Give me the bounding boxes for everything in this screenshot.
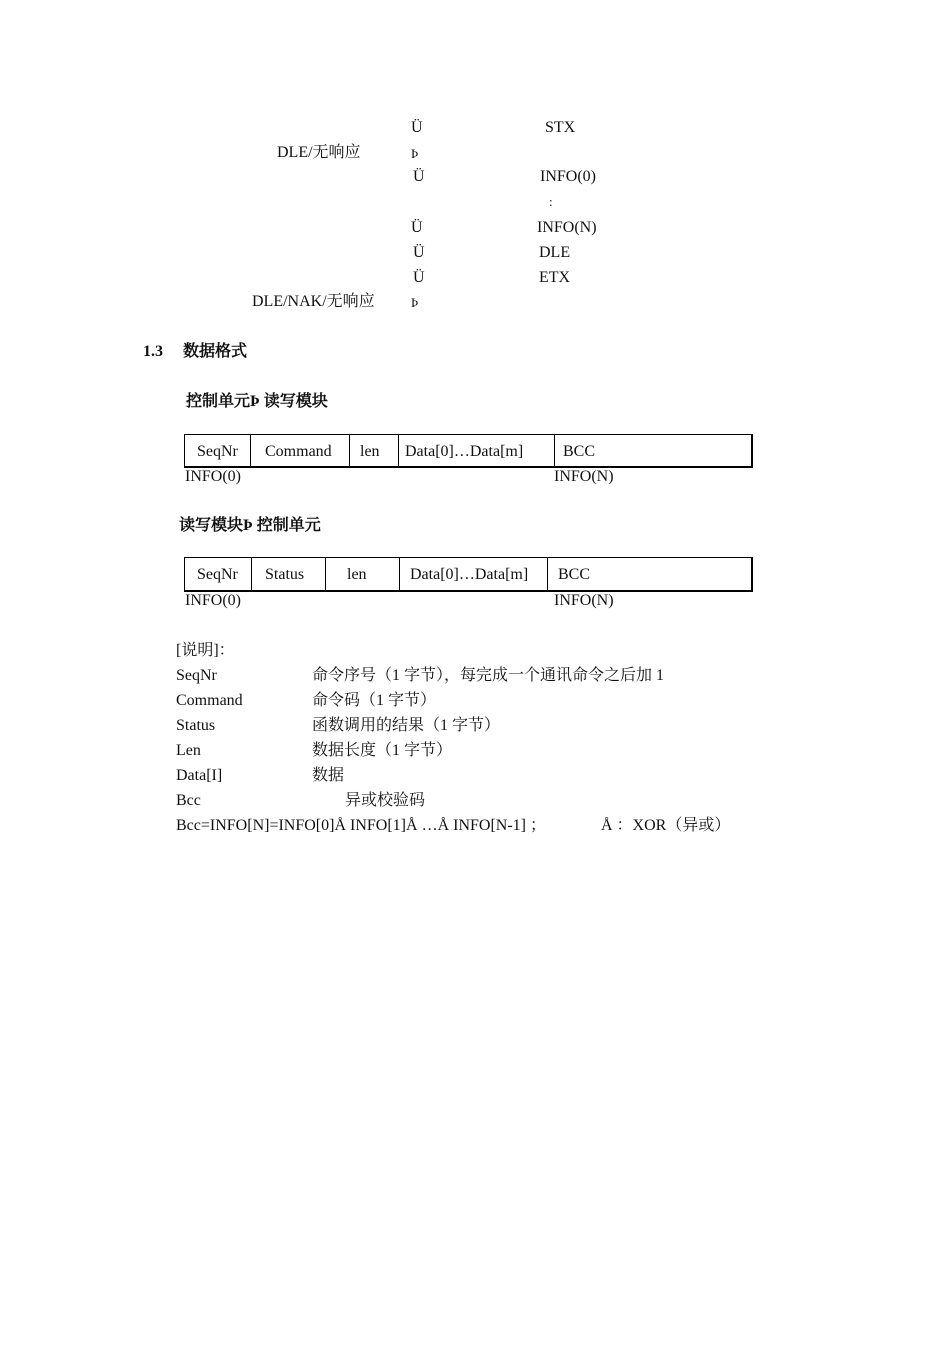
cell-divider <box>398 435 399 466</box>
bcc-formula: Bcc=INFO[N]=INFO[0]Å INFO[1]Å …Å INFO[N-1] ； <box>176 817 546 834</box>
note-description: 命令序号（1 字节），每完成一个通讯命令之后加 1 <box>312 667 665 684</box>
field-seqnr: SeqNr <box>197 443 238 460</box>
arrow-right-glyph: Þ <box>411 295 419 310</box>
arrow-left-glyph: Ü <box>411 119 423 136</box>
note-term: Data[I] <box>176 767 223 784</box>
note-term: SeqNr <box>176 667 217 684</box>
protocol-response-label: DLE/无响应 <box>277 144 361 161</box>
cell-divider <box>399 558 400 590</box>
note-description: 数据长度（1 字节） <box>312 742 453 759</box>
protocol-response-label: DLE/NAK/无响应 <box>252 293 375 310</box>
note-term: Len <box>176 742 201 759</box>
section-title: 数据格式 <box>183 343 248 360</box>
xor-note: Å ：XOR（异或） <box>601 817 731 834</box>
note-description: 命令码（1 字节） <box>312 692 437 709</box>
field-bcc: BCC <box>563 443 596 460</box>
notes-header: [说明]： <box>176 642 235 659</box>
cell-divider <box>349 435 350 466</box>
frame-start-label: INFO(0) <box>185 592 241 609</box>
arrow-left-glyph: Ü <box>413 269 425 286</box>
section-number: 1.3 <box>143 343 163 360</box>
note-term: Bcc <box>176 792 201 809</box>
cell-divider <box>325 558 326 590</box>
frame-end-label: INFO(N) <box>554 592 614 609</box>
cell-divider <box>250 435 251 466</box>
frame-format-table <box>184 434 753 468</box>
protocol-token: ETX <box>539 269 571 286</box>
arrow-left-glyph: Ü <box>413 168 425 185</box>
frame-heading: 读写模块Þ 控制单元 <box>179 517 321 534</box>
field-seqnr: SeqNr <box>197 566 238 583</box>
arrow-left-glyph: Ü <box>411 219 423 236</box>
field-data: Data[0]…Data[m] <box>410 566 529 583</box>
field-bcc: BCC <box>558 566 591 583</box>
cell-divider <box>554 435 555 466</box>
note-term: Status <box>176 717 216 734</box>
cell-divider <box>547 558 548 590</box>
note-term: Command <box>176 692 243 709</box>
protocol-token: DLE <box>539 244 571 261</box>
field-len: len <box>347 566 367 583</box>
note-description: 异或校验码 <box>345 792 426 809</box>
field-len: len <box>360 443 380 460</box>
cell-divider <box>251 558 252 590</box>
frame-end-label: INFO(N) <box>554 468 614 485</box>
frame-format-table <box>184 557 753 592</box>
arrow-left-glyph: Ü <box>413 244 425 261</box>
frame-heading: 控制单元Þ 读写模块 <box>186 393 328 410</box>
note-description: 数据 <box>312 767 345 784</box>
protocol-token: INFO(0) <box>540 168 596 185</box>
frame-start-label: INFO(0) <box>185 468 241 485</box>
field-status: Status <box>265 566 305 583</box>
protocol-token: STX <box>545 119 576 136</box>
field-command: Command <box>265 443 332 460</box>
note-description: 函数调用的结果（1 字节） <box>312 717 501 734</box>
field-data: Data[0]…Data[m] <box>405 443 524 460</box>
protocol-token: INFO(N) <box>537 219 597 236</box>
arrow-right-glyph: Þ <box>411 146 419 161</box>
protocol-ellipsis: : <box>549 194 553 209</box>
